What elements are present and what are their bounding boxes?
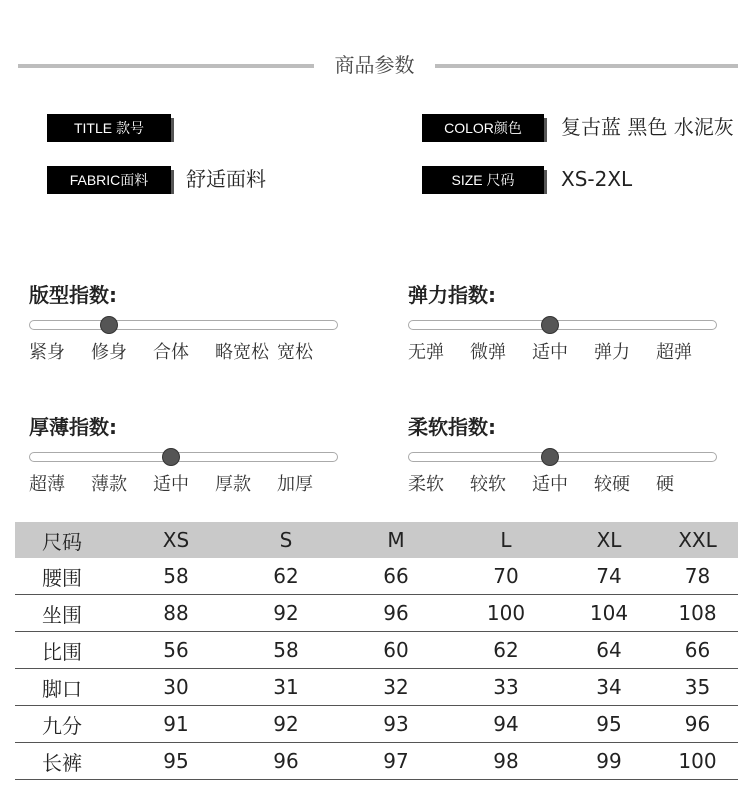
table-cell: 比围 [15, 632, 121, 669]
table-cell: 62 [451, 632, 561, 669]
size-table-header-row [15, 522, 738, 558]
size-table-header-cell: XS [121, 522, 231, 558]
size-value: XS-2XL [561, 167, 633, 191]
size-table-header-cell: S [231, 522, 341, 558]
table-cell: 31 [231, 669, 341, 706]
title-tag: TITLE 款号 [47, 114, 171, 142]
table-cell: 32 [341, 669, 451, 706]
softness-index-title: 柔软指数: [408, 415, 496, 439]
color-tag: COLOR颜色 [422, 114, 544, 142]
size-table-header-cell: XL [561, 522, 657, 558]
table-cell: 108 [657, 595, 738, 632]
softness-index-track [408, 452, 717, 462]
thickness-level-label: 适中 [153, 474, 189, 495]
elasticity-level-label: 超弹 [656, 342, 692, 363]
size-table-header-cell: M [341, 522, 451, 558]
elasticity-index-title: 弹力指数: [408, 283, 496, 307]
header-divider-right [435, 64, 738, 68]
size-table [15, 522, 738, 780]
fit-level-label: 略宽松 [215, 342, 269, 363]
size-table-header-cell: 尺码 [15, 522, 121, 558]
thickness-level-label: 超薄 [29, 474, 65, 495]
table-cell: 95 [561, 706, 657, 743]
softness-level-label: 较软 [470, 474, 506, 495]
fit-level-label: 修身 [91, 342, 127, 363]
table-row [15, 595, 738, 632]
thickness-index-knob [163, 449, 179, 465]
table-cell: 100 [451, 595, 561, 632]
size-tag: SIZE 尺码 [422, 166, 544, 194]
fabric-value: 舒适面料 [186, 167, 266, 191]
table-cell: 长裤 [15, 743, 121, 780]
fit-index-track [29, 320, 338, 330]
softness-level-label: 柔软 [408, 474, 444, 495]
table-cell: 94 [451, 706, 561, 743]
table-cell: 92 [231, 595, 341, 632]
fit-index-knob [101, 317, 117, 333]
thickness-level-label: 厚款 [215, 474, 251, 495]
softness-level-label: 硬 [656, 474, 674, 495]
table-cell: 70 [451, 558, 561, 595]
table-cell: 58 [121, 558, 231, 595]
table-cell: 66 [657, 632, 738, 669]
elasticity-index-track [408, 320, 717, 330]
header-divider-left [18, 64, 314, 68]
table-cell: 35 [657, 669, 738, 706]
table-row [15, 632, 738, 669]
table-cell: 104 [561, 595, 657, 632]
fabric-tag: FABRIC面料 [47, 166, 171, 194]
table-cell: 66 [341, 558, 451, 595]
fit-level-label: 紧身 [29, 342, 65, 363]
table-cell: 96 [657, 706, 738, 743]
table-cell: 92 [231, 706, 341, 743]
table-cell: 33 [451, 669, 561, 706]
softness-level-label: 较硬 [594, 474, 630, 495]
table-row [15, 743, 738, 780]
thickness-level-label: 加厚 [277, 474, 313, 495]
elasticity-level-label: 微弹 [470, 342, 506, 363]
size-table-header-cell: L [451, 522, 561, 558]
elasticity-level-label: 无弹 [408, 342, 444, 363]
table-row [15, 558, 738, 595]
thickness-index-track [29, 452, 338, 462]
table-cell: 97 [341, 743, 451, 780]
table-cell: 脚口 [15, 669, 121, 706]
table-cell: 93 [341, 706, 451, 743]
fit-level-label: 合体 [153, 342, 189, 363]
table-cell: 腰围 [15, 558, 121, 595]
color-value: 复古蓝 黑色 水泥灰 [561, 115, 734, 139]
table-cell: 九分 [15, 706, 121, 743]
fit-index-title: 版型指数: [29, 283, 117, 307]
table-cell: 78 [657, 558, 738, 595]
softness-index-knob [542, 449, 558, 465]
softness-level-label: 适中 [532, 474, 568, 495]
elasticity-level-label: 适中 [532, 342, 568, 363]
table-cell: 99 [561, 743, 657, 780]
table-cell: 56 [121, 632, 231, 669]
table-cell: 96 [231, 743, 341, 780]
thickness-index-title: 厚薄指数: [29, 415, 117, 439]
table-cell: 91 [121, 706, 231, 743]
table-cell: 96 [341, 595, 451, 632]
elasticity-index-knob [542, 317, 558, 333]
table-cell: 64 [561, 632, 657, 669]
size-table-header-cell: XXL [657, 522, 738, 558]
table-cell: 98 [451, 743, 561, 780]
table-row [15, 669, 738, 706]
table-row [15, 706, 738, 743]
table-cell: 34 [561, 669, 657, 706]
table-cell: 62 [231, 558, 341, 595]
thickness-level-label: 薄款 [91, 474, 127, 495]
table-cell: 30 [121, 669, 231, 706]
table-cell: 74 [561, 558, 657, 595]
table-cell: 坐围 [15, 595, 121, 632]
table-cell: 60 [341, 632, 451, 669]
fit-level-label: 宽松 [277, 342, 313, 363]
table-cell: 88 [121, 595, 231, 632]
page-title: 商品参数 [334, 53, 415, 77]
table-cell: 100 [657, 743, 738, 780]
table-cell: 95 [121, 743, 231, 780]
table-cell: 58 [231, 632, 341, 669]
elasticity-level-label: 弹力 [594, 342, 630, 363]
